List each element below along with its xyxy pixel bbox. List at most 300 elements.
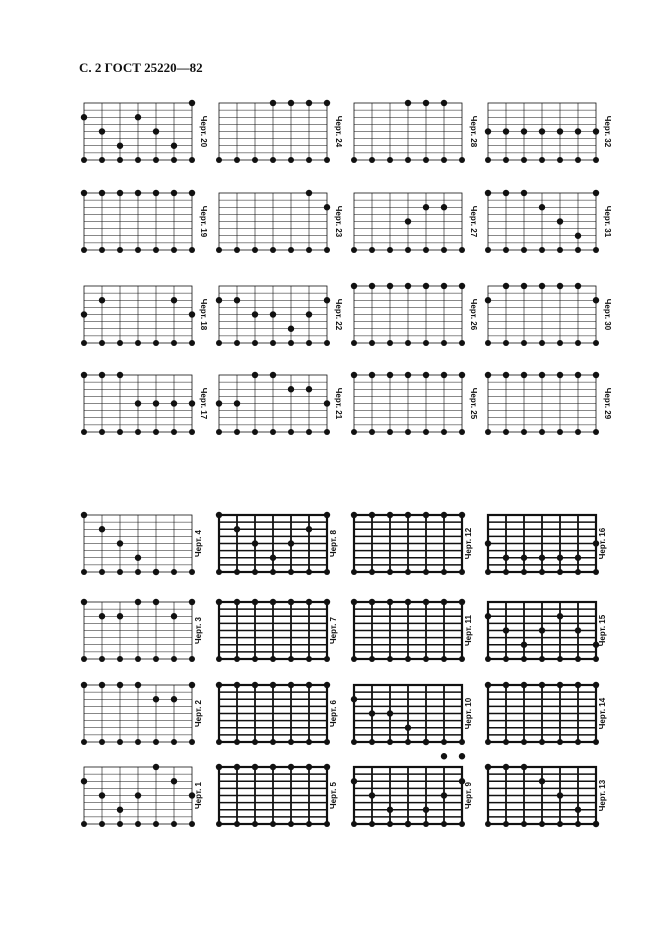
- figure-caption: Черт. 25: [469, 387, 478, 420]
- point-marker: [351, 569, 357, 575]
- point-marker: [216, 656, 222, 662]
- point-marker: [557, 340, 563, 346]
- point-marker: [324, 157, 330, 163]
- point-marker: [252, 599, 258, 605]
- point-marker: [99, 297, 105, 303]
- point-marker: [81, 190, 87, 196]
- point-marker: [234, 821, 240, 827]
- point-marker: [117, 656, 123, 662]
- point-marker: [189, 682, 195, 688]
- point-marker: [503, 429, 509, 435]
- point-marker: [387, 599, 393, 605]
- point-marker: [441, 283, 447, 289]
- point-marker: [557, 429, 563, 435]
- point-marker: [441, 340, 447, 346]
- point-marker: [234, 247, 240, 253]
- point-marker: [423, 340, 429, 346]
- point-marker: [306, 682, 312, 688]
- point-marker: [216, 340, 222, 346]
- point-marker: [324, 739, 330, 745]
- point-marker: [557, 283, 563, 289]
- point-marker: [387, 372, 393, 378]
- point-marker: [557, 821, 563, 827]
- point-marker: [252, 340, 258, 346]
- point-marker: [521, 128, 527, 134]
- point-marker: [369, 821, 375, 827]
- point-marker: [234, 764, 240, 770]
- point-marker: [324, 400, 330, 406]
- point-marker: [99, 429, 105, 435]
- point-marker: [324, 682, 330, 688]
- point-marker: [557, 792, 563, 798]
- point-marker: [575, 233, 581, 239]
- point-marker: [81, 311, 87, 317]
- point-marker: [252, 739, 258, 745]
- point-marker: [441, 372, 447, 378]
- point-marker: [539, 682, 545, 688]
- point-marker: [252, 247, 258, 253]
- point-marker: [99, 739, 105, 745]
- point-marker: [81, 599, 87, 605]
- point-marker: [99, 128, 105, 134]
- point-marker: [288, 247, 294, 253]
- point-marker: [81, 739, 87, 745]
- point-marker: [135, 190, 141, 196]
- point-marker: [324, 247, 330, 253]
- point-marker: [216, 157, 222, 163]
- chart-figure: [216, 599, 338, 662]
- point-marker: [81, 247, 87, 253]
- point-marker: [99, 569, 105, 575]
- point-marker: [306, 599, 312, 605]
- point-marker: [503, 157, 509, 163]
- chart-figure: [216, 372, 343, 435]
- point-marker: [135, 340, 141, 346]
- point-marker: [99, 372, 105, 378]
- point-marker: [387, 710, 393, 716]
- point-marker: [459, 739, 465, 745]
- point-marker: [153, 764, 159, 770]
- point-marker: [153, 190, 159, 196]
- point-marker: [99, 613, 105, 619]
- point-marker: [405, 100, 411, 106]
- chart-figure: [216, 100, 343, 163]
- point-marker: [423, 807, 429, 813]
- point-marker: [369, 792, 375, 798]
- point-marker: [234, 739, 240, 745]
- chart-figure: [81, 286, 208, 346]
- point-marker: [189, 340, 195, 346]
- chart-figure: [81, 372, 208, 435]
- point-marker: [288, 386, 294, 392]
- point-marker: [99, 682, 105, 688]
- point-marker: [270, 555, 276, 561]
- point-marker: [459, 569, 465, 575]
- point-marker: [306, 656, 312, 662]
- point-marker: [189, 569, 195, 575]
- chart-figure: [81, 599, 203, 662]
- point-marker: [270, 569, 276, 575]
- point-marker: [99, 792, 105, 798]
- point-marker: [593, 682, 599, 688]
- point-marker: [459, 372, 465, 378]
- point-marker: [153, 429, 159, 435]
- point-marker: [503, 283, 509, 289]
- point-marker: [324, 599, 330, 605]
- point-marker: [369, 599, 375, 605]
- point-marker: [441, 247, 447, 253]
- point-marker: [405, 739, 411, 745]
- point-marker: [81, 778, 87, 784]
- point-marker: [288, 540, 294, 546]
- point-marker: [270, 599, 276, 605]
- point-marker: [117, 569, 123, 575]
- point-marker: [171, 778, 177, 784]
- chart-figure: [216, 190, 343, 253]
- point-marker: [575, 283, 581, 289]
- point-marker: [593, 247, 599, 253]
- point-marker: [171, 569, 177, 575]
- point-marker: [521, 642, 527, 648]
- chart-figure: [485, 283, 612, 346]
- point-marker: [521, 190, 527, 196]
- point-marker: [557, 218, 563, 224]
- point-marker: [459, 283, 465, 289]
- point-marker: [405, 569, 411, 575]
- point-marker: [216, 821, 222, 827]
- point-marker: [441, 656, 447, 662]
- point-marker: [557, 128, 563, 134]
- point-marker: [99, 247, 105, 253]
- point-marker: [216, 599, 222, 605]
- point-marker: [485, 739, 491, 745]
- figure-caption: Черт. 29: [603, 387, 612, 420]
- point-marker: [189, 247, 195, 253]
- point-marker: [575, 372, 581, 378]
- point-marker: [539, 340, 545, 346]
- point-marker: [575, 569, 581, 575]
- point-marker: [288, 340, 294, 346]
- chart-figure: [485, 764, 607, 827]
- point-marker: [99, 340, 105, 346]
- point-marker: [387, 569, 393, 575]
- point-marker: [485, 372, 491, 378]
- point-marker: [234, 569, 240, 575]
- point-marker: [521, 682, 527, 688]
- chart-figure: [485, 372, 612, 435]
- point-marker: [441, 204, 447, 210]
- point-marker: [575, 340, 581, 346]
- point-marker: [135, 821, 141, 827]
- figure-caption: Черт. 13: [598, 779, 607, 812]
- point-marker: [423, 247, 429, 253]
- point-marker: [539, 627, 545, 633]
- point-marker: [521, 656, 527, 662]
- point-marker: [503, 128, 509, 134]
- point-marker: [557, 372, 563, 378]
- point-marker: [189, 599, 195, 605]
- point-marker: [485, 340, 491, 346]
- point-marker: [593, 429, 599, 435]
- point-marker: [485, 157, 491, 163]
- point-marker: [270, 311, 276, 317]
- point-marker: [503, 190, 509, 196]
- point-marker: [252, 682, 258, 688]
- point-marker: [288, 739, 294, 745]
- point-marker: [324, 204, 330, 210]
- figure-caption: Черт. 23: [334, 205, 343, 238]
- point-marker: [324, 512, 330, 518]
- point-marker: [234, 682, 240, 688]
- point-marker: [234, 656, 240, 662]
- point-marker: [324, 429, 330, 435]
- point-marker: [153, 157, 159, 163]
- point-marker: [252, 569, 258, 575]
- point-marker: [441, 739, 447, 745]
- point-marker: [521, 247, 527, 253]
- point-marker: [99, 526, 105, 532]
- figure-caption: Черт. 16: [598, 527, 607, 560]
- point-marker: [557, 613, 563, 619]
- figure-caption: Черт. 14: [598, 697, 607, 730]
- point-marker: [521, 283, 527, 289]
- point-marker: [135, 599, 141, 605]
- point-marker: [557, 247, 563, 253]
- point-marker: [324, 100, 330, 106]
- point-marker: [270, 682, 276, 688]
- point-marker: [135, 157, 141, 163]
- point-marker: [117, 143, 123, 149]
- point-marker: [575, 682, 581, 688]
- point-marker: [387, 807, 393, 813]
- point-marker: [423, 821, 429, 827]
- point-marker: [405, 599, 411, 605]
- figure-caption: Черт. 2: [194, 700, 203, 727]
- chart-figure: [485, 602, 607, 662]
- point-marker: [270, 739, 276, 745]
- figure-caption: Черт. 5: [329, 782, 338, 809]
- point-marker: [306, 429, 312, 435]
- point-marker: [288, 157, 294, 163]
- point-marker: [135, 247, 141, 253]
- point-marker: [234, 599, 240, 605]
- point-marker: [387, 739, 393, 745]
- point-marker: [234, 400, 240, 406]
- point-marker: [459, 429, 465, 435]
- chart-figure: [216, 682, 338, 745]
- point-marker: [405, 725, 411, 731]
- point-marker: [459, 821, 465, 827]
- point-marker: [503, 627, 509, 633]
- point-marker: [423, 100, 429, 106]
- point-marker: [270, 372, 276, 378]
- point-marker: [99, 157, 105, 163]
- point-marker: [557, 739, 563, 745]
- point-marker: [252, 821, 258, 827]
- point-marker: [306, 157, 312, 163]
- point-marker: [405, 340, 411, 346]
- point-marker: [459, 340, 465, 346]
- point-marker: [81, 821, 87, 827]
- chart-figure: [485, 682, 607, 745]
- point-marker: [117, 340, 123, 346]
- point-marker: [306, 340, 312, 346]
- point-marker: [351, 372, 357, 378]
- figure-caption: Черт. 15: [598, 614, 607, 647]
- point-marker: [405, 512, 411, 518]
- point-marker: [387, 340, 393, 346]
- point-marker: [81, 429, 87, 435]
- point-marker: [153, 400, 159, 406]
- point-marker: [369, 656, 375, 662]
- point-marker: [153, 599, 159, 605]
- point-marker: [539, 247, 545, 253]
- point-marker: [593, 656, 599, 662]
- figure-caption: Черт. 3: [194, 617, 203, 644]
- point-marker: [351, 599, 357, 605]
- point-marker: [521, 340, 527, 346]
- point-marker: [369, 739, 375, 745]
- chart-figure: [351, 767, 473, 827]
- chart-figure: [81, 764, 203, 827]
- point-marker: [234, 526, 240, 532]
- chart-figure: [81, 512, 203, 575]
- point-marker: [441, 429, 447, 435]
- point-marker: [270, 157, 276, 163]
- point-marker: [117, 682, 123, 688]
- chart-figure: [216, 286, 343, 346]
- point-marker: [270, 429, 276, 435]
- point-marker: [593, 340, 599, 346]
- point-marker: [575, 247, 581, 253]
- point-marker: [459, 512, 465, 518]
- figure-caption: Черт. 30: [603, 298, 612, 331]
- point-marker: [135, 114, 141, 120]
- point-marker: [557, 656, 563, 662]
- point-marker: [351, 778, 357, 784]
- point-marker: [216, 569, 222, 575]
- point-marker: [117, 247, 123, 253]
- point-marker: [135, 555, 141, 561]
- point-marker: [171, 613, 177, 619]
- chart-figure: [485, 515, 607, 575]
- point-marker: [423, 599, 429, 605]
- point-marker: [503, 569, 509, 575]
- point-marker: [189, 157, 195, 163]
- point-marker: [234, 157, 240, 163]
- point-marker: [485, 656, 491, 662]
- point-marker: [521, 555, 527, 561]
- point-marker: [306, 311, 312, 317]
- point-marker: [557, 569, 563, 575]
- chart-figure: [485, 190, 612, 253]
- point-marker: [539, 128, 545, 134]
- chart-figure: [216, 764, 338, 827]
- point-marker: [135, 792, 141, 798]
- point-marker: [485, 613, 491, 619]
- point-marker: [117, 613, 123, 619]
- point-marker: [306, 190, 312, 196]
- point-marker: [135, 682, 141, 688]
- point-marker: [171, 739, 177, 745]
- point-marker: [81, 656, 87, 662]
- point-marker: [593, 372, 599, 378]
- point-marker: [171, 297, 177, 303]
- point-marker: [189, 100, 195, 106]
- point-marker: [252, 372, 258, 378]
- point-marker: [485, 764, 491, 770]
- point-marker: [521, 372, 527, 378]
- point-marker: [405, 429, 411, 435]
- point-marker: [324, 569, 330, 575]
- point-marker: [288, 599, 294, 605]
- point-marker: [171, 190, 177, 196]
- point-marker: [171, 157, 177, 163]
- point-marker: [288, 326, 294, 332]
- chart-figure: [351, 100, 478, 163]
- figure-caption: Черт. 22: [334, 298, 343, 331]
- point-marker: [521, 157, 527, 163]
- point-marker: [405, 247, 411, 253]
- point-marker: [288, 569, 294, 575]
- chart-figure: [81, 682, 203, 745]
- point-marker: [387, 429, 393, 435]
- point-marker: [485, 540, 491, 546]
- point-marker: [288, 764, 294, 770]
- point-marker: [405, 656, 411, 662]
- point-marker: [135, 739, 141, 745]
- figure-caption: Черт. 12: [464, 527, 473, 560]
- point-marker: [387, 283, 393, 289]
- point-marker: [423, 204, 429, 210]
- point-marker: [117, 807, 123, 813]
- point-marker: [503, 656, 509, 662]
- point-marker: [387, 656, 393, 662]
- chart-figure: [81, 100, 208, 163]
- point-marker: [503, 821, 509, 827]
- point-marker: [234, 429, 240, 435]
- point-marker: [485, 429, 491, 435]
- chart-figure: [351, 372, 478, 435]
- point-marker: [252, 764, 258, 770]
- point-marker: [153, 821, 159, 827]
- figure-caption: Черт. 31: [603, 205, 612, 238]
- point-marker: [153, 340, 159, 346]
- point-marker: [189, 190, 195, 196]
- point-marker: [575, 821, 581, 827]
- point-marker: [81, 372, 87, 378]
- point-marker: [216, 429, 222, 435]
- point-marker: [387, 821, 393, 827]
- point-marker: [171, 656, 177, 662]
- point-marker: [270, 247, 276, 253]
- point-marker: [539, 555, 545, 561]
- point-marker: [153, 569, 159, 575]
- point-marker: [171, 400, 177, 406]
- point-marker: [369, 157, 375, 163]
- point-marker: [216, 764, 222, 770]
- point-marker: [539, 656, 545, 662]
- point-marker: [288, 821, 294, 827]
- point-marker: [135, 569, 141, 575]
- point-marker: [369, 512, 375, 518]
- point-marker: [503, 682, 509, 688]
- point-marker: [135, 400, 141, 406]
- chart-figure: [351, 193, 478, 253]
- point-marker: [306, 386, 312, 392]
- point-marker: [557, 157, 563, 163]
- point-marker: [575, 555, 581, 561]
